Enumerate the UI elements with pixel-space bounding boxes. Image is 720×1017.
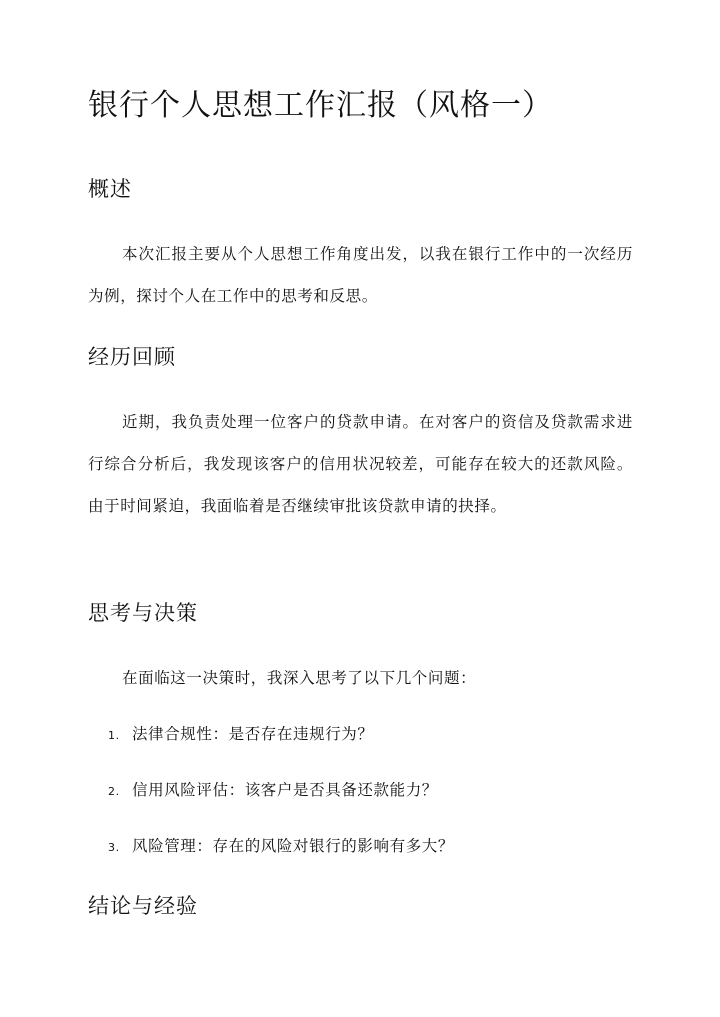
- list-number: 2.: [108, 785, 120, 798]
- thinking-paragraph: 在面临这一决策时，我深入思考了以下几个问题：: [122, 669, 477, 687]
- overview-paragraph: 本次汇报主要从个人思想工作角度出发，以我在银行工作中的一次经历为例，探讨个人在工作中的思考和反思。: [88, 245, 633, 305]
- list-item: [108, 832, 628, 862]
- section-heading-experience: 经历回顾: [88, 345, 176, 369]
- section-heading-thinking: 思考与决策: [88, 601, 198, 625]
- document-title: 银行个人思想工作汇报（风格一）: [88, 88, 553, 123]
- list-number: 1.: [108, 729, 120, 742]
- list-text: 风险管理：存在的风险对银行的影响有多大？: [132, 837, 455, 855]
- list-text: 信用风险评估：该客户是否具备还款能力？: [132, 781, 438, 799]
- list-item: [108, 776, 628, 806]
- section-heading-overview: 概述: [88, 177, 132, 201]
- section-heading-conclusion: 结论与经验: [88, 894, 198, 918]
- list-text: 法律合规性：是否存在违规行为？: [132, 725, 374, 743]
- list-item: [108, 720, 628, 750]
- experience-paragraph: 近期，我负责处理一位客户的贷款申请。在对客户的资信及贷款需求进行综合分析后，我发现该客户的信用状况较差，可能存在较大的还款风险。由于时间紧迫，我面临着是否继续审批该贷款申请的抉择。: [88, 413, 633, 515]
- list-number: 3.: [108, 841, 120, 854]
